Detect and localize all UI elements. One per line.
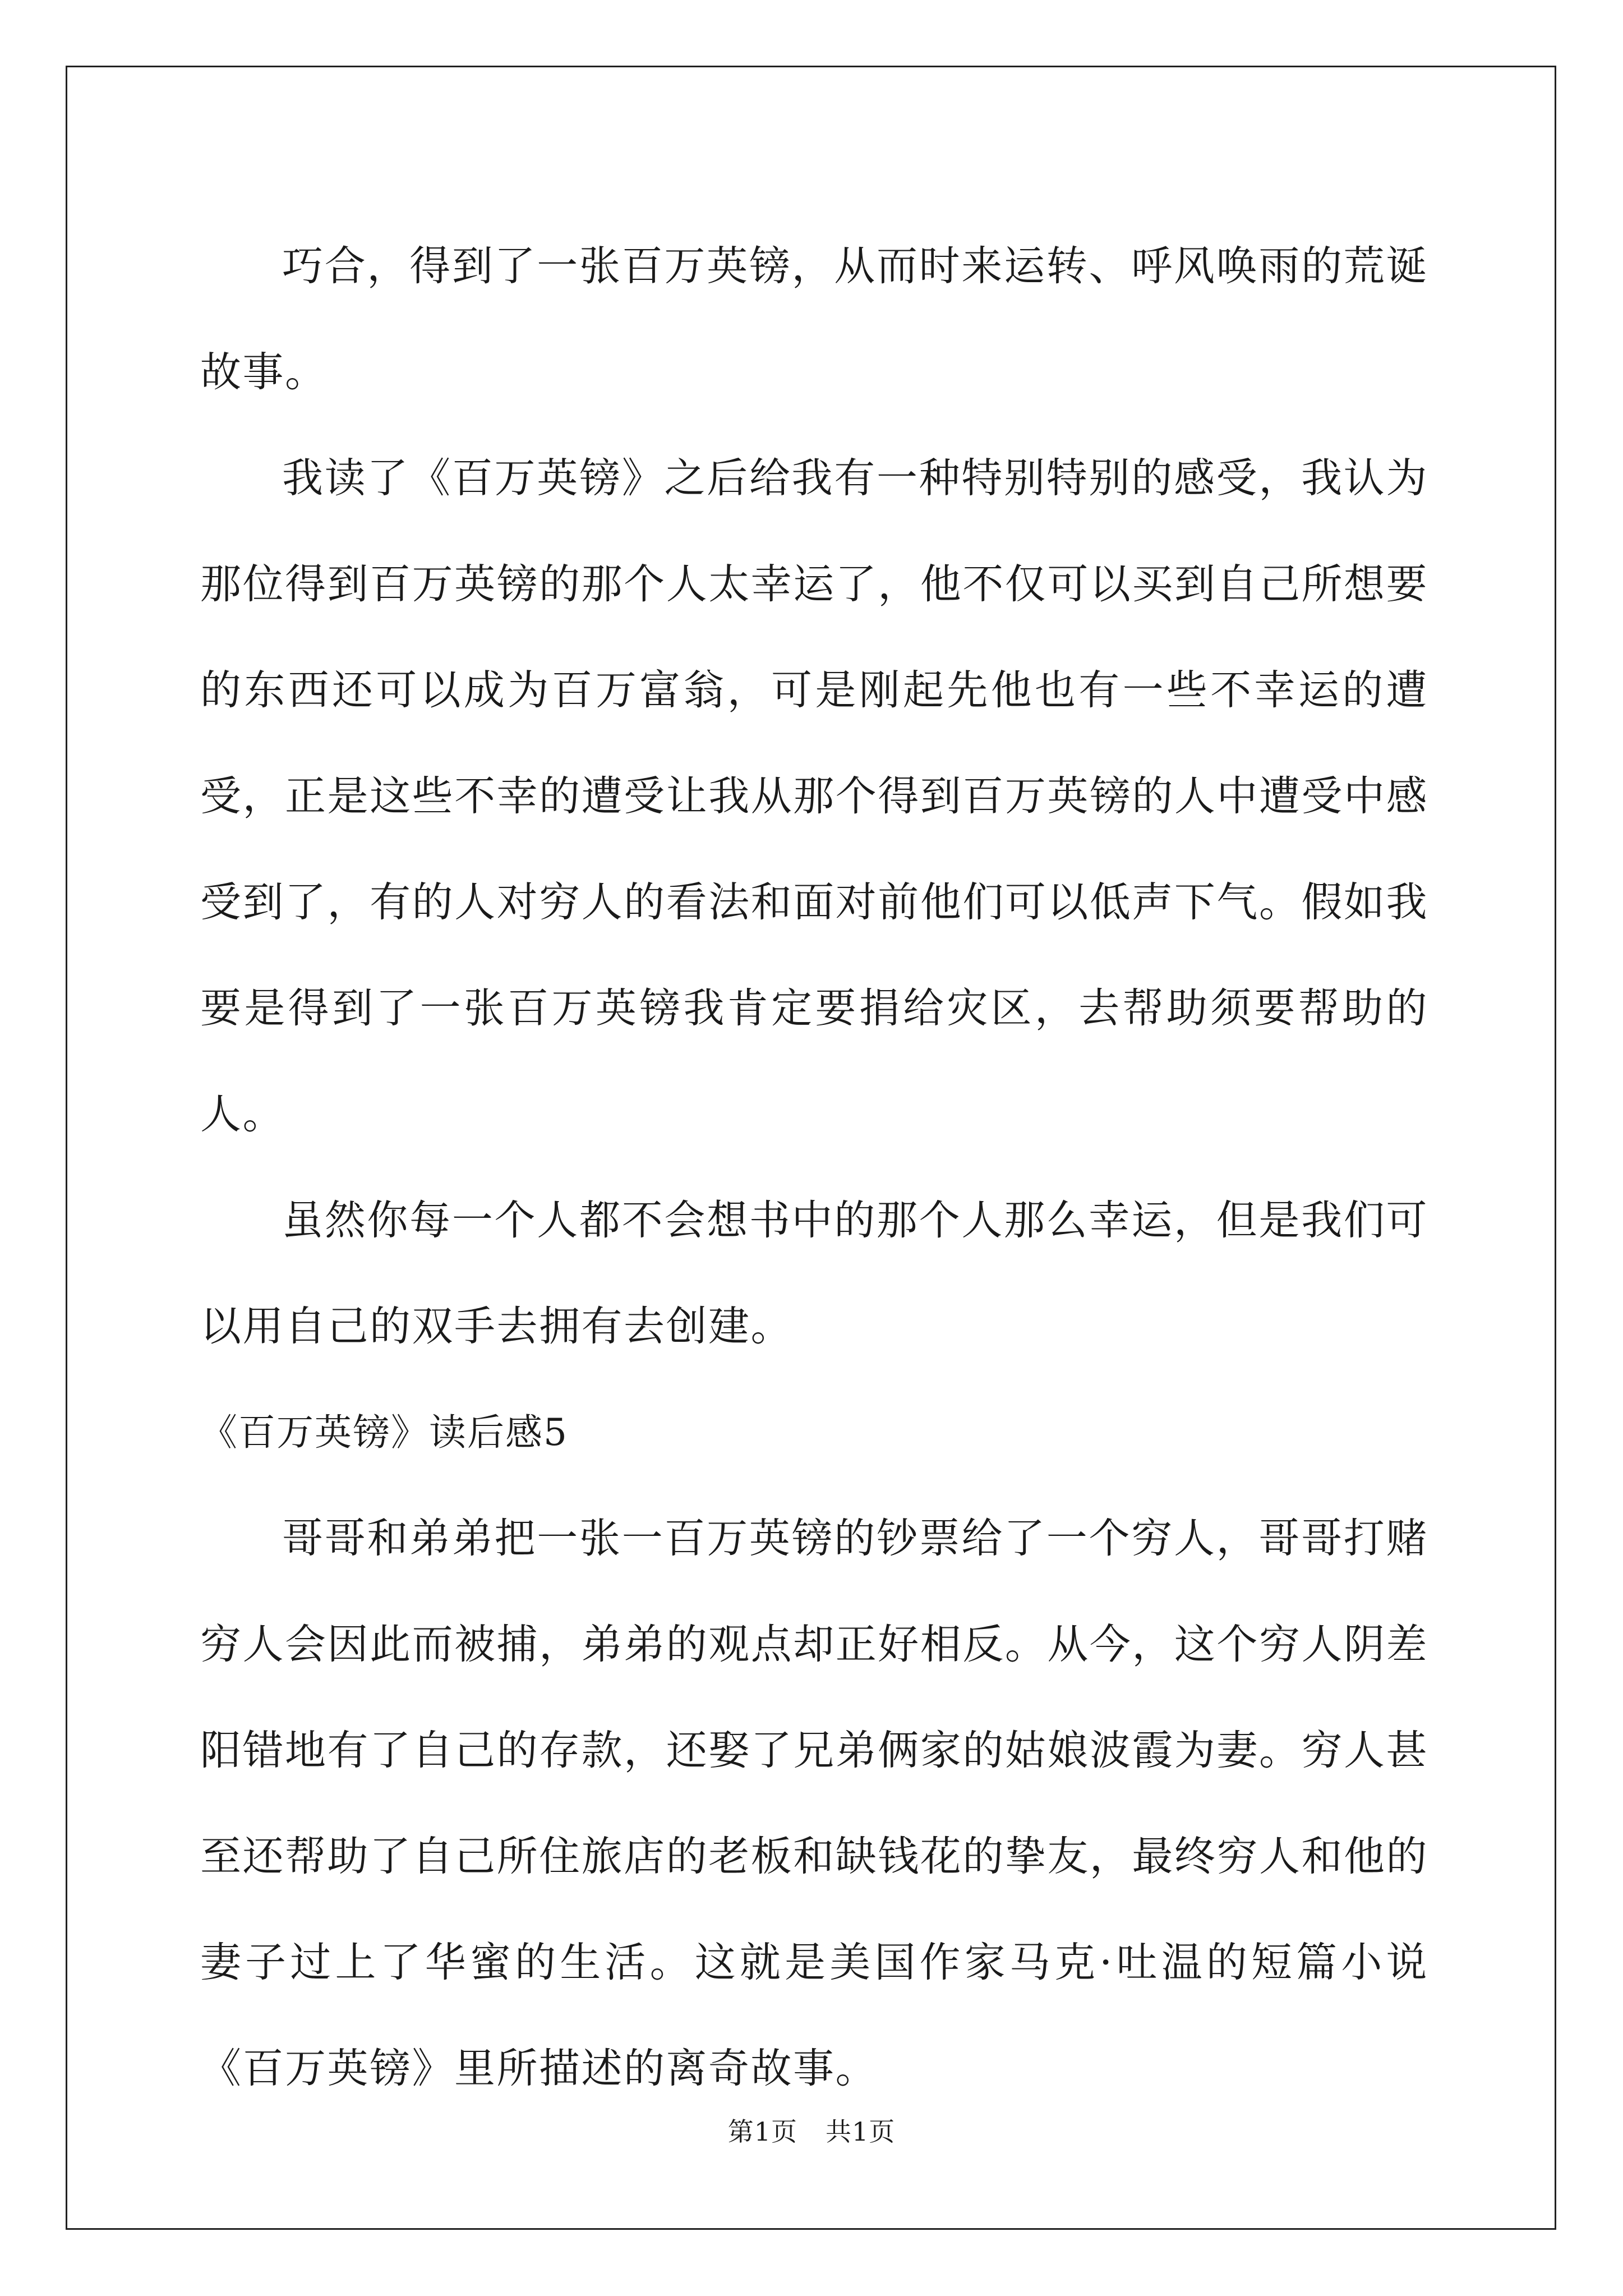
section-heading: 《百万英镑》读后感5 xyxy=(200,1411,568,1454)
page-number: 第1页 xyxy=(727,2116,797,2147)
page-footer xyxy=(0,2115,1623,2148)
page-total: 共1页 xyxy=(826,2116,896,2147)
paragraph-4: 哥哥和弟弟把一张一百万英镑的钞票给了一个穷人，哥哥打赌穷人会因此而被捕，弟弟的观点却正好相反。从今，这个穷人阴差阳错地有了自己的存款，还娶了兄弟俩家的姑娘波霞为妻。穷人甚至还帮助了自己所住旅店的老板和缺钱花的挚友，最终穷人和他的妻子过上了华蜜的生活。这就是美国作家马克·吐温的短篇小说《百万英镑》里所描述的离奇故事。 xyxy=(200,1515,1428,2092)
document-body xyxy=(200,213,1428,2122)
paragraph-1: 巧合，得到了一张百万英镑，从而时来运转、呼风唤雨的荒诞故事。 xyxy=(200,242,1428,396)
paragraph-2: 我读了《百万英镑》之后给我有一种特别特别的感受，我认为那位得到百万英镑的那个人太幸运了，他不仅可以买到自己所想要的东西还可以成为百万富翁，可是刚起先他也有一些不幸运的遭受，正是这些不幸的遭受让我从那个得到百万英镑的人中遭受中感受到了，有的人对穷人的看法和面对前他们可以低声下气。假如我要是得到了一张百万英镑我肯定要捐给灾区，去帮助须要帮助的人。 xyxy=(200,454,1428,1138)
paragraph-3: 虽然你每一个人都不会想书中的那个人那么幸运，但是我们可以用自己的双手去拥有去创建。 xyxy=(200,1197,1428,1350)
